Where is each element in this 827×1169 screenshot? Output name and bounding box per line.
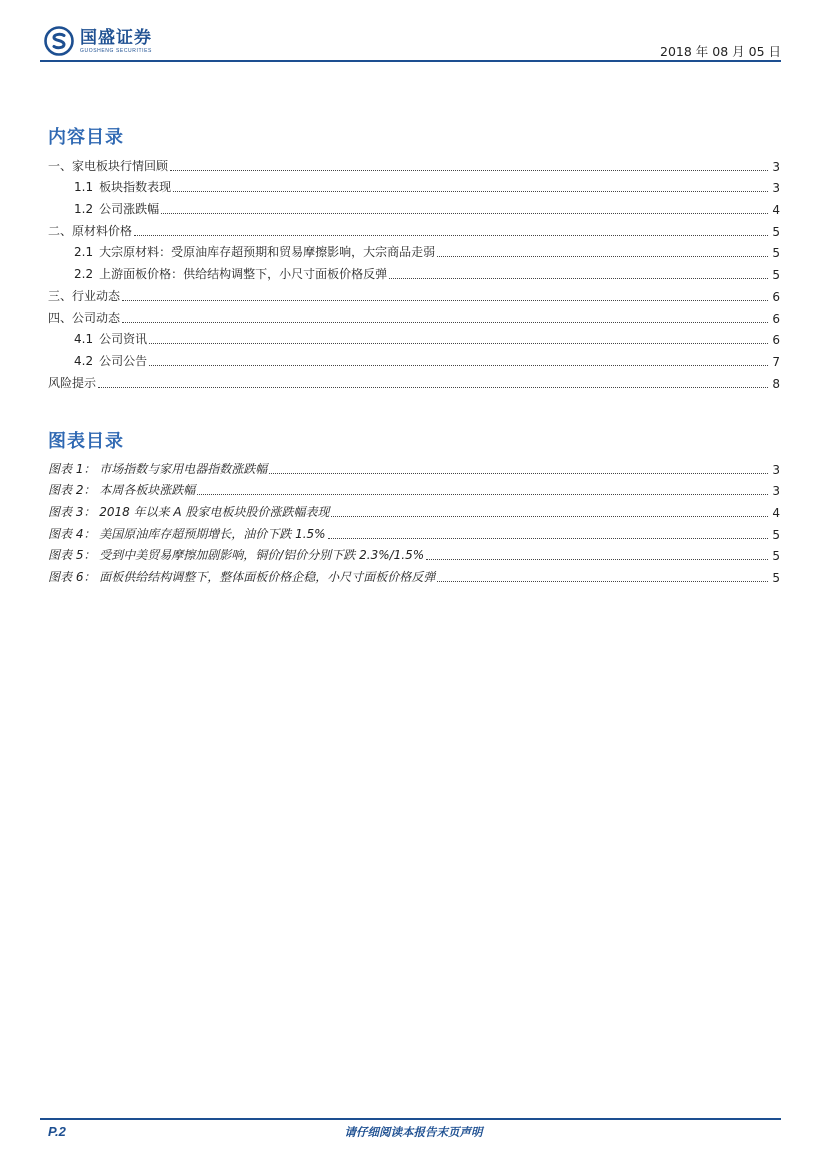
figure-entry-page: 5 bbox=[772, 527, 780, 542]
page-number: P.2 bbox=[48, 1124, 66, 1139]
toc-entry-text: 一、家电板块行情回顾 bbox=[48, 158, 169, 173]
toc-entry-number: 4.2 bbox=[74, 353, 94, 368]
toc-entry-label bbox=[74, 265, 387, 282]
figure-entry-label: 图表 4： 美国原油库存超预期增长，油价下跌 1.5% bbox=[48, 526, 326, 541]
header-divider bbox=[40, 60, 781, 62]
toc-entry-page: 3 bbox=[772, 159, 780, 174]
toc-entry[interactable] bbox=[48, 304, 780, 326]
toc-entry-text: 上游面板价格：供给结构调整下，小尺寸面板价格反弹 bbox=[99, 267, 388, 282]
figure-entry-page: 5 bbox=[772, 571, 780, 586]
figure-entry-label: 图表 1： 市场指数与家用电器指数涨跌幅 bbox=[48, 461, 268, 476]
dot-leader bbox=[437, 255, 768, 257]
disclaimer-note: 请仔细阅读本报告末页声明 bbox=[344, 1125, 483, 1139]
figure-entry-page: 5 bbox=[772, 549, 780, 564]
dot-leader bbox=[149, 342, 768, 344]
toc-entry-text: 四、公司动态 bbox=[48, 310, 121, 325]
toc-entry-label bbox=[48, 287, 120, 304]
figure-entry-label: 图表 6： 面板供给结构调整下，整体面板价格企稳，小尺寸面板价格反弹 bbox=[48, 570, 436, 585]
figure-entry[interactable] bbox=[48, 477, 780, 499]
toc-entry-number: 2.2 bbox=[74, 267, 94, 282]
toc-entry[interactable] bbox=[48, 369, 780, 391]
toc-entry[interactable] bbox=[48, 347, 780, 369]
toc-entry[interactable] bbox=[48, 152, 780, 174]
toc-entry[interactable] bbox=[48, 217, 780, 239]
toc-entry-text: 公司公告 bbox=[99, 353, 148, 368]
dot-leader bbox=[437, 580, 768, 582]
contents-title: 内容目录 bbox=[48, 127, 124, 148]
toc-entry-label bbox=[48, 309, 120, 326]
figure-entry-page: 3 bbox=[772, 462, 780, 477]
toc-entry-text: 风险提示 bbox=[48, 375, 97, 390]
figure-entry[interactable] bbox=[48, 498, 780, 520]
toc-entry-label bbox=[74, 178, 171, 195]
toc-entry-number: 2.1 bbox=[74, 245, 94, 260]
toc-entry-label bbox=[74, 243, 435, 260]
figure-entry[interactable] bbox=[48, 520, 780, 542]
toc-entry-text: 公司资讯 bbox=[99, 332, 148, 347]
dot-leader bbox=[389, 277, 768, 279]
toc-entry[interactable] bbox=[48, 326, 780, 348]
dot-leader bbox=[98, 386, 768, 388]
toc-entry-text: 大宗原材料：受原油库存超预期和贸易摩擦影响，大宗商品走弱 bbox=[99, 245, 436, 260]
figure-entry[interactable] bbox=[48, 542, 780, 564]
brand-name-en: GUOSHENG SECURITIES bbox=[80, 48, 152, 54]
toc-entry-label bbox=[74, 200, 159, 217]
toc-entry-page: 5 bbox=[772, 224, 780, 239]
toc-entry-page: 4 bbox=[772, 203, 780, 218]
figure-entry[interactable] bbox=[48, 455, 780, 477]
toc-entry-page: 5 bbox=[772, 246, 780, 261]
dot-leader bbox=[161, 212, 768, 214]
dot-leader bbox=[149, 364, 768, 366]
toc-entry-text: 三、行业动态 bbox=[48, 288, 121, 303]
toc-entry-page: 6 bbox=[772, 333, 780, 348]
figure-entry-label: 图表 5： 受到中美贸易摩擦加剧影响，铜价/铝价分别下跌 2.3%/1.5% bbox=[48, 548, 425, 563]
figures-list bbox=[48, 455, 780, 585]
brand-logo bbox=[44, 26, 152, 56]
report-date: 2018 年 08 月 05 日 bbox=[660, 44, 781, 59]
dot-leader bbox=[269, 472, 768, 474]
toc-entry-number: 4.1 bbox=[74, 332, 94, 347]
toc-entry-number: 1.1 bbox=[74, 180, 94, 195]
contents-list bbox=[48, 152, 780, 391]
toc-entry[interactable] bbox=[48, 195, 780, 217]
toc-entry-page: 6 bbox=[772, 289, 780, 304]
toc-entry[interactable] bbox=[48, 239, 780, 261]
dot-leader bbox=[122, 299, 768, 301]
dot-leader bbox=[173, 190, 768, 192]
dot-leader bbox=[331, 515, 768, 517]
dot-leader bbox=[170, 169, 768, 171]
toc-entry-text: 二、原材料价格 bbox=[48, 223, 133, 238]
toc-entry[interactable] bbox=[48, 282, 780, 304]
figure-entry-label: 图表 2： 本周各板块涨跌幅 bbox=[48, 483, 196, 498]
figure-entry-page: 4 bbox=[772, 506, 780, 521]
toc-entry-label bbox=[48, 374, 96, 391]
toc-entry-page: 3 bbox=[772, 181, 780, 196]
guosheng-logo-icon bbox=[44, 26, 74, 56]
footer-divider bbox=[40, 1118, 781, 1120]
dot-leader bbox=[426, 558, 768, 560]
toc-entry-text: 板块指数表现 bbox=[99, 180, 172, 195]
dot-leader bbox=[134, 234, 768, 236]
toc-entry-label bbox=[74, 330, 147, 347]
toc-entry-number: 1.2 bbox=[74, 202, 94, 217]
figure-entry-label: 图表 3： 2018 年以来 A 股家电板块股价涨跌幅表现 bbox=[48, 505, 330, 520]
figure-entry[interactable] bbox=[48, 563, 780, 585]
dot-leader bbox=[122, 321, 768, 323]
page-header bbox=[40, 24, 781, 62]
toc-entry[interactable] bbox=[48, 174, 780, 196]
dot-leader bbox=[328, 537, 768, 539]
figure-entry-page: 3 bbox=[772, 484, 780, 499]
toc-entry-page: 8 bbox=[772, 376, 780, 391]
toc-entry-page: 5 bbox=[772, 268, 780, 283]
toc-entry-label bbox=[48, 157, 168, 174]
toc-entry-label bbox=[74, 352, 147, 369]
dot-leader bbox=[197, 493, 768, 495]
toc-entry-page: 6 bbox=[772, 311, 780, 326]
brand-name-cn: 国盛证券 bbox=[80, 28, 152, 48]
toc-entry-page: 7 bbox=[772, 354, 780, 369]
figures-title: 图表目录 bbox=[48, 431, 124, 452]
toc-entry-label bbox=[48, 222, 132, 239]
toc-entry[interactable] bbox=[48, 260, 780, 282]
toc-entry-text: 公司涨跌幅 bbox=[99, 202, 160, 217]
